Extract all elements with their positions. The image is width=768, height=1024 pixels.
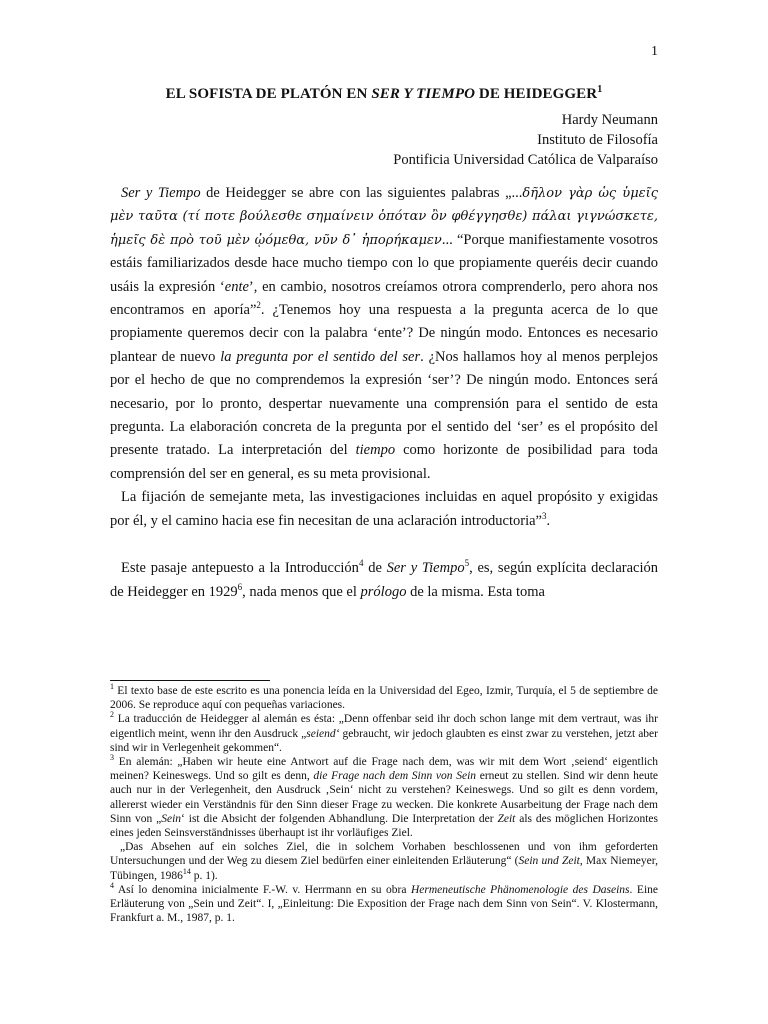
footnote-ref-3[interactable]: 3 [541,510,547,521]
p3-text-a: Este pasaje antepuesto a la Introducción [121,560,359,577]
footnote-ref-2[interactable]: 2 [256,300,261,311]
footnote-ref-4[interactable]: 4 [358,558,364,569]
paragraph-2 [110,486,658,533]
footnote-3-italic-c: Zeit [497,812,516,825]
footnote-4 [110,883,658,926]
footnote-1 [110,684,658,712]
footnote-ref-5[interactable]: 5 [464,558,470,569]
page-title [0,84,768,103]
footnote-4-text-a: Así lo denomina inicialmente F.-W. v. Herrmann en su obra [114,883,411,896]
footnote-3b-text-c: p. 1). [190,869,218,882]
body-text [110,182,658,604]
footnote-3b-italic: Sein und Zeit [518,855,580,868]
p1-italic-ente: ente [224,278,249,295]
footnote-mark-1: 1 [110,682,114,692]
footnote-4-text-b: . Eine Erläuterung von „Sein und Zeit“. I, „Einleitung: Die Exposition der Frage nach dem Sinn von Sein“. V. Klostermann, Frankfurt a. M., 1987, p. 1. [110,883,658,925]
footnote-1-text: El texto base de este escrito es una ponencia leída en la Universidad del Egeo, Izmir, Turquía, el 5 de septiembre de 2006. Se reproduce aquí con pequeñas variaciones. [110,685,658,712]
page-number: 1 [651,44,658,59]
author-university: Pontificia Universidad Católica de Valparaíso [393,152,658,168]
footnotes [110,684,658,925]
p3-italic-work: Ser y Tiempo [386,560,465,577]
footnote-ref-1[interactable]: 1 [597,84,603,95]
author-institute: Instituto de Filosofía [537,132,658,148]
p1-text-e: . ¿Nos hallamos hoy al menos perplejos por el hecho de que no comprendemos la expresión ‘ser’? De ningún modo. Entonces será necesario, por lo pronto, despertar nuevamente una comprensión para el sentido de esta pregunta. La elaboración concreta de la pregunta por el sentido del ‘ser’ es el propósito del presente tratado. La interpretación del [110,348,658,459]
footnote-2-text-b: gebraucht, wir jedoch glaubten es einst zwar zu verstehen, jetzt aber sind wir in Verlegenheit gekommen“. [110,727,658,754]
footnote-3-text-b: erneut zu stellen. Sind wir denn heute auch nur in der Verlegenheit, den Ausdruck ‚Sein‘ nicht zu verstehen? Keineswegs. Und so gilt es denn vordem, allererst wieder ein Verständnis für den Sinn dieser Frage zu wecken. Die konkrete Ausarbeitung der Frage nach dem Sinn von „ [110,770,658,825]
footnote-4-italic: Hermeneutische Phänomenologie des Daseins [410,883,630,896]
p1-italic-work: Ser y Tiempo [121,185,201,201]
p2-text: La fijación de semejante meta, las investigaciones incluidas en aquel propósito y exigidas por él, y el camino hacia ese fin necesitan de una aclaración introductoria” [110,489,658,529]
p3-text-c: , es, según explícita declaración de Heidegger en 1929 [110,560,658,600]
p3-text-d: , nada menos que el [242,583,361,600]
footnote-ref-6[interactable]: 6 [237,581,243,592]
footnote-3b-text-b: , Max Niemeyer, Tübingen, 1986 [110,855,658,882]
footnote-2 [110,712,658,755]
footnote-2-italic: seiend‘ [306,727,340,740]
footnote-3-italic-a: die Frage nach dem Sinn von Sein [313,770,477,783]
greek-quote: δῆλον γὰρ ὡς ὑμεῖς μὲν ταῦτα (τί ποτε βούλεσθε σημαίνειν ὁπόταν ὂν φθέγγησθε) πάλαι γιγνώσκετε, ἡμεῖς δὲ πρὸ τοῦ μὲν ᾠόμεθα, νῦν δ᾽ ἠπορήκαμεν [110,186,658,248]
p1-text-b: ... “Porque manifiestamente vosotros estáis familiarizados desde hace mucho tiempo con lo que propiamente queréis decir cuando usáis la expresión ‘ [110,231,659,295]
paragraph-3 [110,557,658,604]
p1-text-c: ’, en cambio, nosotros creíamos otrora comprenderlo, pero ahora nos encontramos en aporía” [110,278,658,319]
footnote-3b-text-a: „Das Absehen auf ein solches Ziel, die in solchem Vorhaben beschlossenen und von ihm geforderten Untersuchungen und der Weg zu diesem Ziel bedürfen einer einleitenden Erläuterung“ ( [110,841,658,868]
author-block [393,110,658,170]
p3-text-e: de la misma. Esta toma [406,583,545,600]
p1-text-a: de Heidegger se abre con las siguientes palabras „... [200,185,523,201]
footnote-mark-2: 2 [110,710,114,720]
title-italic: SER Y TIEMPO [371,86,476,102]
p1-text-d: . ¿Tenemos hoy una respuesta a la pregunta acerca de lo que propiamente queremos decir con la palabra ‘ente’? De ningún modo. Entonces es necesario plantear de nuevo [110,302,658,365]
p1-italic-tiempo: tiempo [355,442,396,459]
footnote-3-italic-b: Sein [161,812,182,825]
title-prefix: EL SOFISTA DE PLATÓN EN [165,86,372,102]
footnote-2-text-a: La traducción de Heidegger al alemán es ésta: „Denn offenbar seid ihr doch schon lange mit dem vertraut, was ihr eigentlich meint, wenn ihr den Ausdruck „ [110,713,658,740]
footnote-3-text-a: En alemán: „Haben wir heute eine Antwort auf die Frage nach dem, was wir mit dem Wort ‚seiend‘ eigentlich meinen? Keineswegs. Und so gilt es denn, [110,756,658,783]
footnote-mark-3: 3 [110,753,114,763]
p1-italic-question: la pregunta por el sentido del ser [220,348,421,365]
footnote-3-continued [110,840,658,883]
p3-italic-prologo: prólogo [360,583,407,600]
footnote-mark-4: 4 [110,881,114,891]
p1-text-f: como horizonte de posibilidad para toda comprensión del ser en general, es su meta provisional. [110,442,658,482]
footnote-3-text-c: ‘ ist die Absicht der folgenden Abhandlung. Die Interpretation der [181,812,498,825]
paragraph-1 [110,182,658,486]
footnote-3-text-d: als des möglichen Horizontes eines jeden Seinsverständnisses überhaupt ist ihr vorläufiges Ziel. [110,812,659,840]
p3-text-b: de [363,560,387,577]
p2-end: . [546,512,551,529]
title-suffix: DE HEIDEGGER [475,86,598,102]
footnote-3b-edition: 14 [182,866,191,876]
author-name: Hardy Neumann [561,112,658,128]
footnote-divider [110,680,270,681]
footnote-3 [110,755,658,840]
